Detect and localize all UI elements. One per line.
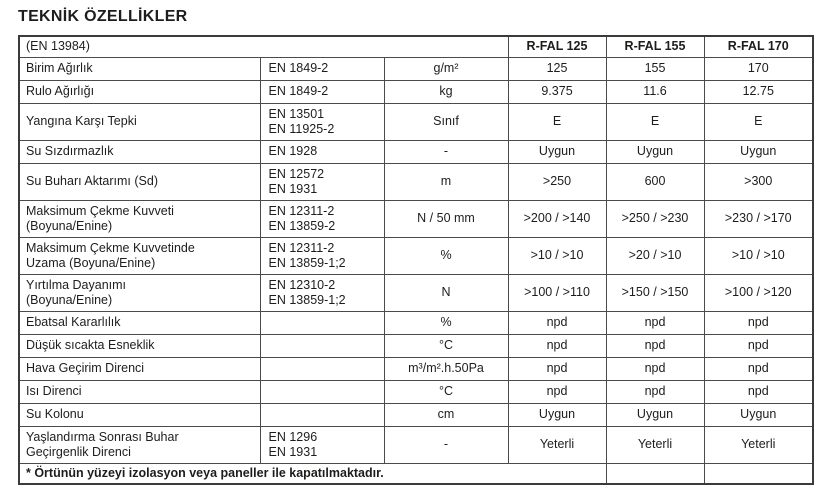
- product-header-rfal-125: R-FAL 125: [508, 36, 606, 57]
- standard-cell: EN 1849-2: [260, 80, 384, 103]
- standard-cell: EN 13501 EN 11925-2: [260, 103, 384, 140]
- value-cell: npd: [606, 311, 704, 334]
- property-cell: Yaşlandırma Sonrası Buhar Geçirgenlik Direnci: [19, 426, 260, 463]
- property-cell: Birim Ağırlık: [19, 57, 260, 80]
- value-cell: npd: [508, 380, 606, 403]
- spec-row: [19, 403, 813, 426]
- property-cell: Rulo Ağırlığı: [19, 80, 260, 103]
- spec-row: [19, 237, 813, 274]
- table-footer: [19, 463, 813, 484]
- value-cell: npd: [704, 357, 813, 380]
- value-cell: 170: [704, 57, 813, 80]
- empty-cell: [704, 463, 813, 484]
- property-cell: Ebatsal Kararlılık: [19, 311, 260, 334]
- footnote-cell: * Örtünün yüzeyi izolasyon veya paneller ile kapatılmaktadır.: [19, 463, 606, 484]
- property-cell: Yırtılma Dayanımı (Boyuna/Enine): [19, 274, 260, 311]
- value-cell: Uygun: [508, 403, 606, 426]
- property-cell: Su Kolonu: [19, 403, 260, 426]
- standard-cell: [260, 311, 384, 334]
- spec-row: [19, 426, 813, 463]
- property-cell: Isı Direnci: [19, 380, 260, 403]
- property-cell: Su Sızdırmazlık: [19, 140, 260, 163]
- spec-row: [19, 163, 813, 200]
- unit-cell: -: [384, 426, 508, 463]
- spec-row: [19, 140, 813, 163]
- property-cell: Maksimum Çekme Kuvveti (Boyuna/Enine): [19, 200, 260, 237]
- value-cell: >300: [704, 163, 813, 200]
- spec-row: [19, 357, 813, 380]
- standard-cell: [260, 357, 384, 380]
- property-cell: Düşük sıcakta Esneklik: [19, 334, 260, 357]
- value-cell: npd: [704, 380, 813, 403]
- standard-cell: EN 12311-2 EN 13859-2: [260, 200, 384, 237]
- spec-row: [19, 200, 813, 237]
- value-cell: Uygun: [704, 140, 813, 163]
- property-cell: Hava Geçirim Direnci: [19, 357, 260, 380]
- spec-row: [19, 274, 813, 311]
- value-cell: npd: [508, 334, 606, 357]
- value-cell: npd: [704, 311, 813, 334]
- unit-cell: kg: [384, 80, 508, 103]
- standard-cell: EN 12310-2 EN 13859-1;2: [260, 274, 384, 311]
- product-header-rfal-170: R-FAL 170: [704, 36, 813, 57]
- footnote-row: [19, 463, 813, 484]
- standard-cell: [260, 334, 384, 357]
- value-cell: >250 / >230: [606, 200, 704, 237]
- value-cell: npd: [606, 380, 704, 403]
- standard-cell: EN 1928: [260, 140, 384, 163]
- value-cell: >100 / >120: [704, 274, 813, 311]
- value-cell: Yeterli: [508, 426, 606, 463]
- unit-cell: °C: [384, 380, 508, 403]
- spec-row: [19, 80, 813, 103]
- unit-cell: °C: [384, 334, 508, 357]
- value-cell: >230 / >170: [704, 200, 813, 237]
- spec-row: [19, 334, 813, 357]
- value-cell: Yeterli: [606, 426, 704, 463]
- unit-cell: cm: [384, 403, 508, 426]
- value-cell: >100 / >110: [508, 274, 606, 311]
- value-cell: npd: [704, 334, 813, 357]
- unit-cell: N / 50 mm: [384, 200, 508, 237]
- value-cell: 9.375: [508, 80, 606, 103]
- value-cell: npd: [606, 334, 704, 357]
- standard-cell: [260, 380, 384, 403]
- unit-cell: m: [384, 163, 508, 200]
- value-cell: npd: [606, 357, 704, 380]
- spec-row: [19, 311, 813, 334]
- value-cell: E: [704, 103, 813, 140]
- value-cell: 600: [606, 163, 704, 200]
- value-cell: 125: [508, 57, 606, 80]
- unit-cell: m³/m².h.50Pa: [384, 357, 508, 380]
- standard-cell: EN 12311-2 EN 13859-1;2: [260, 237, 384, 274]
- table-body: [19, 57, 813, 463]
- property-cell: Yangına Karşı Tepki: [19, 103, 260, 140]
- value-cell: Uygun: [508, 140, 606, 163]
- unit-cell: %: [384, 237, 508, 274]
- unit-cell: N: [384, 274, 508, 311]
- unit-cell: Sınıf: [384, 103, 508, 140]
- value-cell: Uygun: [606, 403, 704, 426]
- value-cell: npd: [508, 357, 606, 380]
- value-cell: >10 / >10: [704, 237, 813, 274]
- value-cell: npd: [508, 311, 606, 334]
- value-cell: >250: [508, 163, 606, 200]
- unit-cell: -: [384, 140, 508, 163]
- property-cell: Su Buharı Aktarımı (Sd): [19, 163, 260, 200]
- standard-ref-cell: (EN 13984): [19, 36, 508, 57]
- value-cell: 155: [606, 57, 704, 80]
- value-cell: >150 / >150: [606, 274, 704, 311]
- technical-specs-table: [18, 35, 814, 485]
- standard-cell: [260, 403, 384, 426]
- standard-cell: EN 1849-2: [260, 57, 384, 80]
- header-row: [19, 36, 813, 57]
- page-title: TEKNİK ÖZELLİKLER: [18, 8, 188, 25]
- value-cell: Yeterli: [704, 426, 813, 463]
- unit-cell: %: [384, 311, 508, 334]
- value-cell: Uygun: [704, 403, 813, 426]
- value-cell: E: [508, 103, 606, 140]
- value-cell: E: [606, 103, 704, 140]
- table-header: [19, 36, 813, 57]
- standard-cell: EN 12572 EN 1931: [260, 163, 384, 200]
- unit-cell: g/m²: [384, 57, 508, 80]
- spec-row: [19, 103, 813, 140]
- spec-row: [19, 57, 813, 80]
- value-cell: >200 / >140: [508, 200, 606, 237]
- value-cell: 11.6: [606, 80, 704, 103]
- spec-row: [19, 380, 813, 403]
- value-cell: >20 / >10: [606, 237, 704, 274]
- value-cell: >10 / >10: [508, 237, 606, 274]
- value-cell: Uygun: [606, 140, 704, 163]
- standard-cell: EN 1296 EN 1931: [260, 426, 384, 463]
- empty-cell: [606, 463, 704, 484]
- product-header-rfal-155: R-FAL 155: [606, 36, 704, 57]
- property-cell: Maksimum Çekme Kuvvetinde Uzama (Boyuna/Enine): [19, 237, 260, 274]
- value-cell: 12.75: [704, 80, 813, 103]
